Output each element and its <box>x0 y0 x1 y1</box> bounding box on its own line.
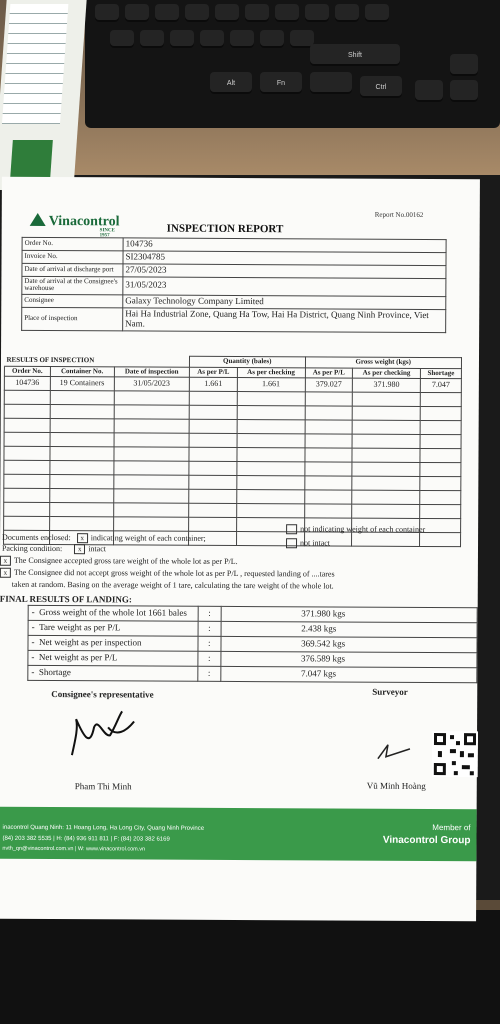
key <box>230 30 254 48</box>
report-number: Report No.00162 <box>374 210 424 219</box>
col-shortage: Shortage <box>420 368 461 379</box>
final-label: - Gross weight of the whole lot 1661 bales <box>28 605 198 621</box>
key-shift <box>310 44 400 66</box>
key <box>140 30 164 48</box>
packing-label: Packing condition: <box>1 543 63 554</box>
key <box>365 4 389 22</box>
info-value: 31/05/2023 <box>123 277 446 297</box>
cell: 1.661 <box>237 378 305 392</box>
footer-member-group: Vinacontrol Group <box>382 834 471 847</box>
info-value: SI2304785 <box>123 251 446 266</box>
info-label: Invoice No. <box>22 250 123 263</box>
footer-address: inacontrol Quang Ninh: 11 Hoang Long, Ha Long City, Quang Ninh Province <box>2 824 205 832</box>
final-colon: : <box>198 636 221 651</box>
cell: 19 Containers <box>50 377 114 391</box>
key <box>125 4 149 22</box>
cell: 1.661 <box>189 378 237 392</box>
footer-bar <box>0 807 477 862</box>
documents-label: Documents enclosed: <box>2 532 71 543</box>
final-colon: : <box>198 606 221 621</box>
key-label: Shift <box>347 51 362 59</box>
checkbox-checked: x <box>74 544 85 554</box>
final-results-title: FINAL RESULTS OF LANDING: <box>0 593 132 605</box>
key-fn <box>260 72 302 94</box>
final-value: 7.047 kgs <box>220 666 476 682</box>
key <box>215 4 239 22</box>
packing-condition-line <box>2 544 106 555</box>
key-arrow-left <box>415 80 443 102</box>
info-label: Consignee <box>22 294 123 307</box>
final-value: 2.438 kgs <box>221 621 477 637</box>
final-label: - Net weight as per inspection <box>28 635 198 651</box>
key-label: Alt <box>226 79 236 87</box>
option-intact: intact <box>88 544 107 554</box>
surveyor-role: Surveyor <box>372 686 408 697</box>
final-value: 369.542 kgs <box>221 636 477 652</box>
key <box>185 4 209 22</box>
final-value: 371.980 kgs <box>221 606 477 622</box>
key <box>110 30 134 48</box>
info-label: Place of inspection <box>22 307 123 330</box>
final-colon: : <box>198 621 221 636</box>
desk-shadow <box>0 910 500 1024</box>
results-section-title: RESULTS OF INSPECTION <box>4 355 189 367</box>
gross-weight-header: Gross weight (kgs) <box>305 357 462 369</box>
paper-lines <box>2 4 68 124</box>
results-table <box>3 355 462 548</box>
footer-phone: (84) 203 382 5535 | H: (84) 936 911 811 | F: (84) 203 382 6169 <box>2 835 170 843</box>
consignee-signature <box>64 707 144 762</box>
cell: 379.027 <box>305 378 353 392</box>
cell: 371.980 <box>353 378 421 392</box>
note-2: The Consignee did not accept gross weight of the whole lot as per P/L , requested landing of ....tares <box>13 567 335 579</box>
key-label: Fn <box>276 79 286 87</box>
final-label: - Net weight as per P/L <box>28 650 198 666</box>
final-value: 376.589 kgs <box>221 651 477 667</box>
key-arrow-up <box>450 54 478 76</box>
note-1: The Consignee accepted gross tare weight of the whole lot as per P/L. <box>13 555 238 566</box>
qr-code-icon <box>432 731 478 777</box>
packing-alt-line <box>286 538 330 548</box>
option-not-intact: not intact <box>300 538 331 548</box>
consignee-role: Consignee's representative <box>51 689 154 700</box>
note-line-1 <box>0 556 238 567</box>
key-ctrl <box>360 76 402 98</box>
consignee-name: Pham Thi Minh <box>74 781 132 792</box>
side-paper <box>0 0 87 190</box>
key <box>200 30 224 48</box>
col-gross-as-per-checking: As per checking <box>353 368 421 379</box>
key <box>305 4 329 22</box>
info-value: 27/05/2023 <box>123 264 446 279</box>
vinacontrol-logo <box>30 213 120 239</box>
col-date-of-inspection: Date of inspection <box>114 367 189 378</box>
info-row <box>22 307 446 332</box>
key <box>260 30 284 48</box>
option-not-weight: not indicating weight of each container <box>300 524 426 534</box>
report-title: INSPECTION REPORT <box>166 222 284 236</box>
footer-email: nvth_qn@vinacontrol.com.vn | W: www.vinacontrol.com.vn <box>2 845 146 853</box>
inspection-report-document <box>0 177 480 921</box>
key <box>170 30 194 48</box>
note-3: taken at random. Basing on the average weight of 1 tare, calculating the tare weight of the whole lot. <box>11 579 334 591</box>
key <box>335 4 359 22</box>
final-label: - Shortage <box>28 665 198 681</box>
col-qty-as-per-pl: As per P/L <box>189 367 237 378</box>
final-colon: : <box>198 666 221 681</box>
info-value: Hai Ha Industrial Zone, Quang Ha Tow, Hai Ha District, Quang Ninh Province, Viet Nam. <box>123 308 446 332</box>
info-table <box>21 237 446 333</box>
key-alt <box>210 72 252 94</box>
surveyor-name: Vũ Minh Hoàng <box>366 780 426 791</box>
key <box>245 4 269 22</box>
quantity-header: Quantity (bales) <box>189 356 305 367</box>
keyboard <box>85 0 500 128</box>
documents-alt-line <box>286 524 425 535</box>
table-row <box>28 665 477 682</box>
info-value: 104736 <box>123 238 446 253</box>
surveyor-signature <box>374 739 414 764</box>
footer-member-label: Member of <box>432 823 471 833</box>
note-line-2 <box>0 568 335 580</box>
final-label: - Tare weight as per P/L <box>28 620 198 636</box>
cell: 104736 <box>4 377 50 391</box>
cell: 31/05/2023 <box>114 377 189 391</box>
col-container-no: Container No. <box>50 366 114 377</box>
checkbox-empty <box>286 524 297 534</box>
key-arrow-down <box>450 80 478 102</box>
info-label: Date of arrival at the Consignee's warehouse <box>22 276 123 295</box>
logo-triangle-icon <box>30 213 46 226</box>
documents-enclosed-line <box>2 533 206 544</box>
checkbox-empty <box>286 538 297 548</box>
info-label: Date of arrival at discharge port <box>22 263 123 276</box>
final-colon: : <box>198 651 221 666</box>
key <box>275 4 299 22</box>
final-results-table <box>27 605 477 683</box>
key-menu <box>310 72 352 94</box>
key <box>95 4 119 22</box>
checkbox-checked: x <box>77 533 88 543</box>
info-row <box>22 276 446 297</box>
info-value: Galaxy Technology Company Limited <box>123 295 446 310</box>
info-label: Order No. <box>22 237 123 250</box>
col-order-no: Order No. <box>4 366 50 377</box>
logo-text: Vinacontrol <box>48 213 120 230</box>
key <box>155 4 179 22</box>
cell: 7.047 <box>420 379 461 393</box>
col-gross-as-per-pl: As per P/L <box>305 368 353 379</box>
checkbox-checked: x <box>0 556 11 566</box>
logo-since: SINCE 1957 <box>99 228 115 239</box>
key-label: Ctrl <box>375 83 387 91</box>
checkbox-checked: x <box>0 568 11 578</box>
col-qty-as-per-checking: As per checking <box>237 367 305 378</box>
option-weight: indicating weight of each container; <box>90 533 206 543</box>
